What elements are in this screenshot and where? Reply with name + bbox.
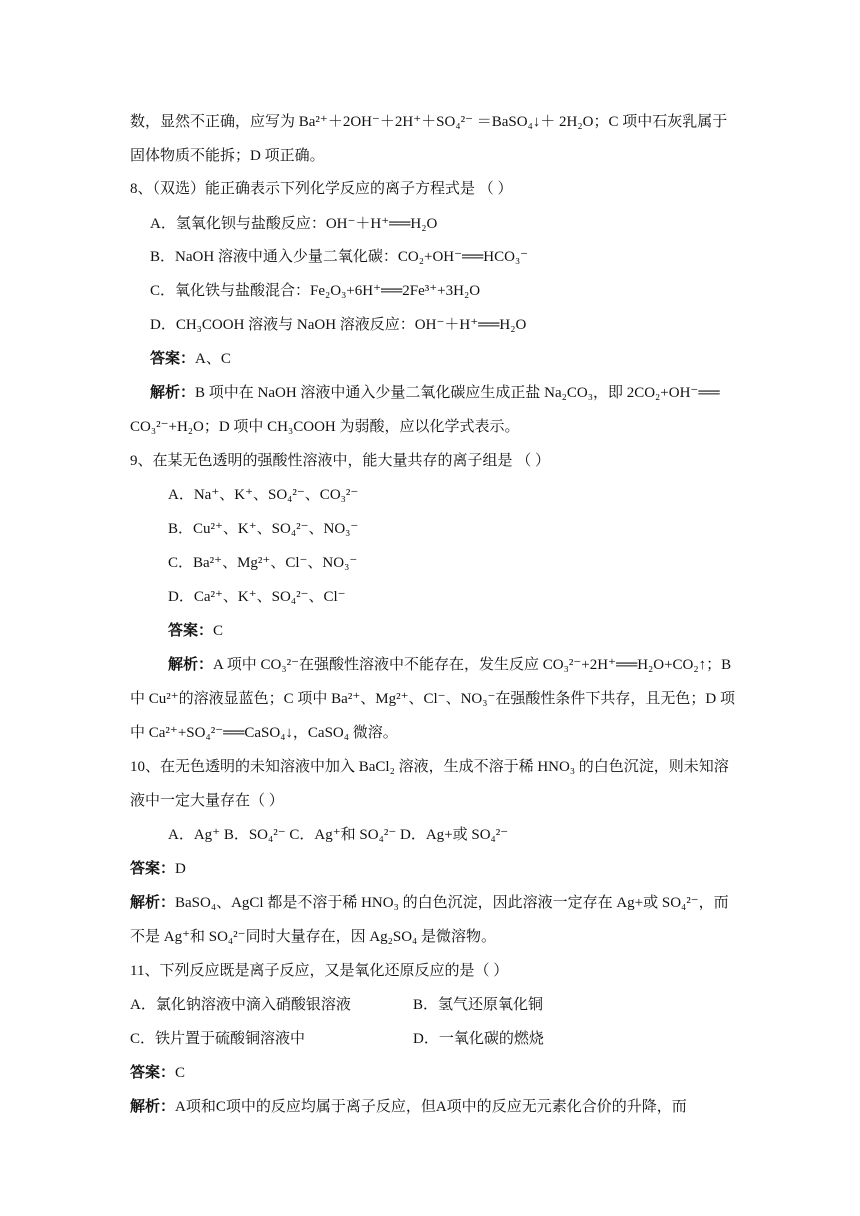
option-c: C．氧化铁与盐酸混合：Fe₂O₃+6H⁺══2Fe³⁺+3H₂O: [150, 283, 481, 299]
text-line: 数，显然不正确，应写为 Ba²⁺＋2OH⁻＋2H⁺＋SO₄²⁻ ＝BaSO₄↓＋ 2H₂O；C 项中石灰乳属于: [130, 114, 728, 130]
analysis-line: [168, 654, 731, 676]
answer-label: 答案：: [130, 861, 176, 877]
text-line: 不是 Ag⁺和 SO₄²⁻同时大量存在，因 Ag₂SO₄ 是微溶物。: [130, 929, 497, 945]
analysis-line: [130, 892, 729, 914]
option-d: D．一氧化碳的燃烧: [413, 1031, 544, 1047]
answer-label: 答案：: [150, 351, 196, 367]
answer-line: [168, 620, 223, 642]
analysis-label: 解析：: [150, 385, 196, 401]
option-d: D．Ca²⁺、K⁺、SO₄²⁻、Cl⁻: [168, 589, 346, 605]
answer-value: C: [175, 1065, 186, 1081]
option-b: B．NaOH 溶液中通入少量二氧化碳：CO₂+OH⁻══HCO₃⁻: [150, 249, 529, 265]
analysis-text: A 项中 CO₃²⁻在强酸性溶液中不能存在，发生反应 CO₃²⁻+2H⁺══H₂O+CO₂↑；B: [213, 657, 732, 673]
answer-label: 答案：: [168, 623, 214, 639]
text-line: CO₃²⁻+H₂O；D 项中 CH₃COOH 为弱酸，应以化学式表示。: [130, 419, 520, 435]
text-line: 液中一定大量存在（ ）: [130, 793, 284, 809]
question-9: 9、在某无色透明的强酸性溶液中，能大量共存的离子组是 （ ）: [130, 453, 551, 469]
analysis-label: 解析：: [130, 895, 176, 911]
option-b: B．氢气还原氧化铜: [413, 997, 544, 1013]
analysis-label: 解析：: [168, 657, 214, 673]
analysis-text: B 项中在 NaOH 溶液中通入少量二氧化碳应生成正盐 Na₂CO₃，即 2CO₂+OH⁻══: [195, 385, 720, 401]
answer-line: [150, 348, 231, 370]
answer-label: 答案：: [130, 1065, 176, 1081]
question-11: 11、下列反应既是离子反应，又是氧化还原反应的是（ ）: [130, 963, 509, 979]
question-8: 8、（双选）能正确表示下列化学反应的离子方程式是 （ ）: [130, 181, 513, 197]
option-a: A．氯化钠溶液中滴入硝酸银溶液: [130, 997, 351, 1013]
question-10: 10、在无色透明的未知溶液中加入 BaCl₂ 溶液，生成不溶于稀 HNO₃ 的白色沉淀，则未知溶: [130, 759, 729, 775]
option-c: C．铁片置于硫酸铜溶液中: [130, 1031, 306, 1047]
answer-value: D: [175, 861, 186, 877]
option-a: A．氢氧化钡与盐酸反应：OH⁻＋H⁺══H₂O: [150, 216, 438, 232]
text-line: 中 Cu²⁺的溶液显蓝色；C 项中 Ba²⁺、Mg²⁺、Cl⁻、NO₃⁻在强酸性条件下共存，且无色；D 项: [130, 691, 735, 707]
text-line: 中 Ca²⁺+SO₄²⁻══CaSO₄↓，CaSO₄ 微溶。: [130, 725, 398, 741]
option-c: C．Ba²⁺、Mg²⁺、Cl⁻、NO₃⁻: [168, 555, 358, 571]
text-line: 固体物质不能拆；D 项正确。: [130, 148, 325, 164]
answer-value: A、C: [195, 351, 231, 367]
analysis-line: [130, 1096, 687, 1118]
analysis-text: BaSO₄、AgCl 都是不溶于稀 HNO₃ 的白色沉淀，因此溶液一定存在 Ag+或 SO₄²⁻，而: [175, 895, 729, 911]
analysis-text: A项和C项中的反应均属于离子反应，但A项中的反应无元素化合价的升降，而: [175, 1099, 687, 1115]
analysis-line: [150, 382, 720, 404]
option-d: D．CH₃COOH 溶液与 NaOH 溶液反应：OH⁻＋H⁺══H₂O: [150, 317, 527, 333]
analysis-label: 解析：: [130, 1099, 176, 1115]
option-a: A．Na⁺、K⁺、SO₄²⁻、CO₃²⁻: [168, 487, 359, 503]
option-b: B．Cu²⁺、K⁺、SO₄²⁻、NO₃⁻: [168, 521, 359, 537]
answer-line: [130, 858, 186, 880]
answer-value: C: [213, 623, 224, 639]
answer-line: [130, 1062, 185, 1084]
options-row: A．Ag⁺ B．SO₄²⁻ C．Ag⁺和 SO₄²⁻ D．Ag+或 SO₄²⁻: [168, 827, 509, 843]
